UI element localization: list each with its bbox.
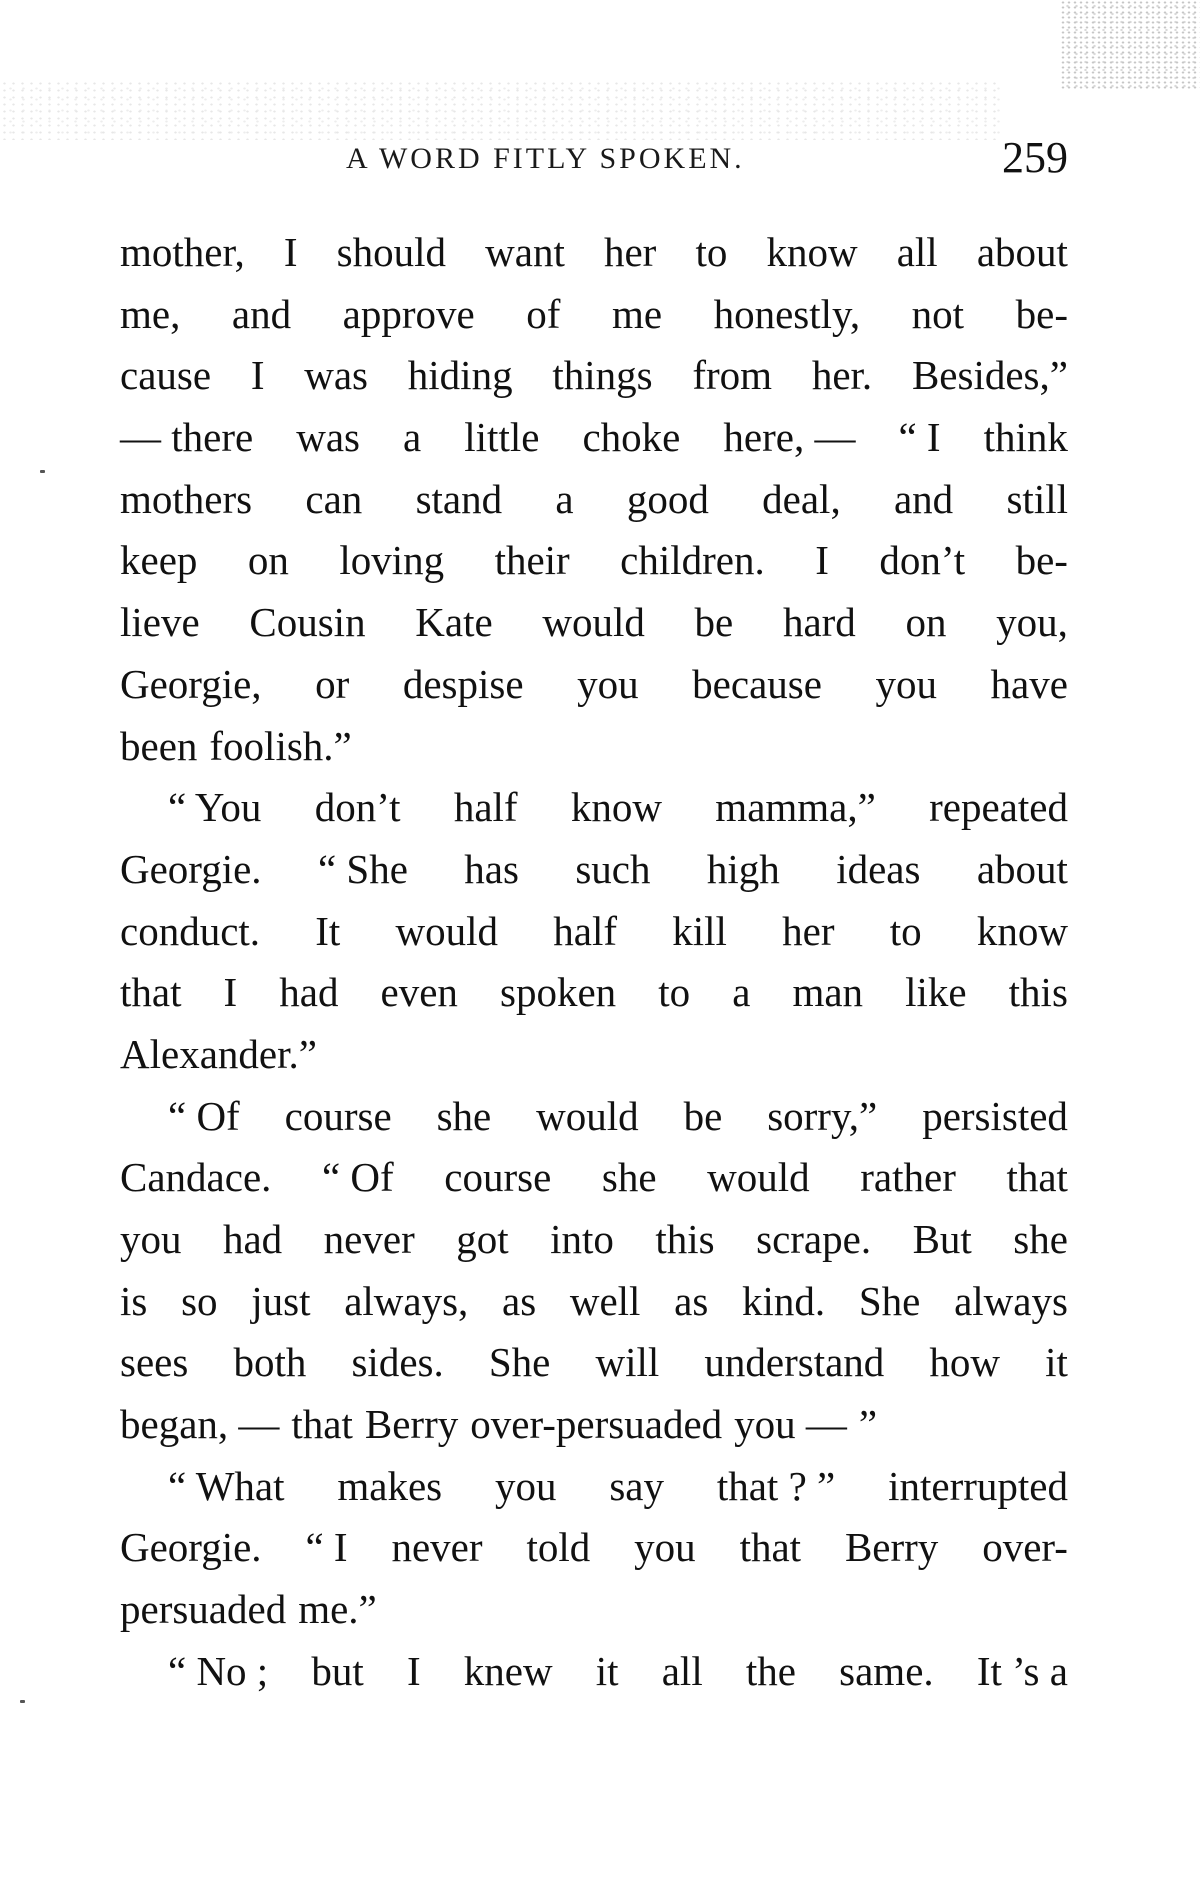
word: Berry (844, 1524, 939, 1571)
word: approve (342, 290, 475, 337)
page-header (120, 132, 1068, 192)
word: always, (344, 1277, 469, 1324)
word: you, (996, 599, 1068, 646)
word: kind. (742, 1277, 826, 1324)
stray-mark (40, 470, 45, 473)
text-line (120, 1579, 1068, 1641)
word: to (658, 969, 691, 1016)
word: I (815, 537, 829, 584)
stray-mark (20, 1700, 25, 1703)
word: I (283, 229, 298, 275)
word: hard (782, 599, 856, 646)
word: had (279, 969, 339, 1016)
word: been (120, 722, 198, 769)
word: Candace. (120, 1154, 272, 1201)
word: don’t (314, 784, 401, 831)
word: about (976, 229, 1068, 275)
word: loving (339, 537, 445, 584)
text-line (120, 1147, 1068, 1209)
word: persuaded (120, 1586, 287, 1633)
word: Berry (364, 1401, 459, 1448)
word: sees (120, 1339, 189, 1386)
text-line (120, 222, 1068, 284)
word: or (315, 660, 350, 707)
page-number: 259 (1002, 133, 1068, 182)
word: “ She (317, 845, 408, 892)
word: never (323, 1216, 415, 1262)
word: so (181, 1277, 218, 1324)
word: interrupted (888, 1462, 1068, 1509)
word: She (488, 1339, 551, 1386)
word: be (694, 599, 734, 646)
word: things (552, 352, 653, 399)
text-line (120, 1086, 1068, 1148)
word: sides. (351, 1339, 444, 1386)
text-line (120, 1394, 1068, 1456)
body-text (120, 222, 1068, 1703)
word: understand (704, 1339, 885, 1386)
word: sorry,” (767, 1092, 878, 1139)
word: be- (1015, 290, 1068, 337)
word: never (391, 1524, 483, 1571)
word: makes (337, 1462, 443, 1509)
word: would (395, 907, 499, 954)
word: you (634, 1524, 696, 1571)
word: you (120, 1216, 182, 1262)
word: from (692, 352, 773, 399)
word: know (570, 784, 662, 831)
word: Georgie, (120, 660, 262, 707)
word: well (569, 1277, 641, 1324)
word: because (692, 660, 822, 707)
text-line (120, 777, 1068, 839)
word: I (250, 352, 265, 399)
text-line (120, 654, 1068, 716)
word: good (626, 475, 709, 522)
word: Alexander.” (120, 1030, 317, 1077)
text-line (120, 1517, 1068, 1579)
word: to (695, 229, 728, 275)
word: Georgie. (120, 1524, 262, 1571)
text-line (120, 530, 1068, 592)
word: know (766, 229, 858, 275)
word: a (732, 969, 751, 1016)
word: have (990, 660, 1068, 707)
word: of (526, 290, 561, 337)
word: on (247, 537, 289, 584)
word: she (1013, 1216, 1068, 1262)
word: all (896, 229, 938, 275)
word: a (403, 414, 422, 461)
text-line (120, 901, 1068, 963)
word: be (683, 1092, 723, 1139)
word: “ I (898, 414, 941, 461)
word: still (1006, 475, 1068, 522)
word: rather (860, 1154, 956, 1201)
word: over-persuaded (470, 1401, 723, 1448)
word: It ’s a (976, 1647, 1068, 1694)
text-line (120, 592, 1068, 654)
word: Georgie. (120, 845, 262, 892)
word: kill (672, 907, 727, 954)
word: stand (415, 475, 503, 522)
paper-speckle-corner (1060, 0, 1200, 90)
word: as (502, 1277, 537, 1324)
word: ideas (836, 845, 921, 892)
word: same. (839, 1647, 934, 1694)
word: should (336, 229, 447, 275)
word: you — (734, 1401, 847, 1448)
word: that (739, 1524, 802, 1571)
word: — there (120, 414, 254, 461)
word: I (406, 1647, 421, 1694)
word: about (976, 845, 1068, 892)
word: me.” (298, 1586, 377, 1633)
word: told (526, 1524, 591, 1571)
word: half (553, 907, 617, 954)
word: that (1006, 1154, 1068, 1201)
word: how (929, 1339, 1001, 1386)
word: be- (1015, 537, 1068, 584)
text-line (120, 1641, 1068, 1703)
running-title: A WORD FITLY SPOKEN. (346, 142, 745, 175)
word: both (233, 1339, 307, 1386)
word: such (575, 845, 651, 892)
word: mothers (120, 475, 253, 522)
text-line (120, 284, 1068, 346)
word: her. (811, 352, 873, 399)
text-line (120, 1209, 1068, 1271)
word: and (893, 475, 954, 522)
text-line (120, 1271, 1068, 1333)
word: just (251, 1277, 311, 1324)
word: foolish.” (209, 722, 352, 769)
word: had (222, 1216, 283, 1262)
word: knew (463, 1647, 553, 1694)
word: got (456, 1216, 509, 1262)
word: course (284, 1092, 392, 1139)
word: she (436, 1092, 492, 1139)
word: Cousin (249, 599, 366, 646)
word: know (976, 907, 1068, 954)
text-line (120, 407, 1068, 469)
word: but (311, 1647, 364, 1694)
word: deal, (762, 475, 841, 522)
word: a (555, 475, 574, 522)
text-line (120, 716, 1068, 778)
word: you (494, 1462, 557, 1509)
word: this (655, 1216, 715, 1262)
word: don’t (879, 537, 966, 584)
word: into (550, 1216, 614, 1262)
word: can (305, 475, 363, 522)
word: it (595, 1647, 619, 1694)
word: mamma,” (715, 784, 876, 831)
word: ” (858, 1401, 878, 1448)
word: will (595, 1339, 660, 1386)
word: want (485, 229, 565, 275)
word: this (1008, 969, 1068, 1016)
word: scrape. (756, 1216, 872, 1262)
text-line (120, 1024, 1068, 1086)
word: despise (402, 660, 524, 707)
word: “ No ; (168, 1647, 269, 1694)
word: think (983, 414, 1068, 461)
word: over- (982, 1524, 1068, 1571)
word: has (464, 845, 519, 892)
word: children. (620, 537, 765, 584)
word: high (706, 845, 780, 892)
word: persisted (922, 1092, 1068, 1139)
word: She (858, 1277, 921, 1324)
word: would (542, 599, 645, 646)
word: “ Of (168, 1092, 240, 1139)
word: always (954, 1277, 1068, 1324)
word: lieve (120, 599, 200, 646)
word: would (707, 1154, 810, 1201)
word: Kate (415, 599, 493, 646)
word: like (905, 969, 967, 1016)
word: spoken (500, 969, 617, 1016)
word: all (661, 1647, 703, 1694)
word: “ Of (321, 1154, 394, 1201)
word: on (905, 599, 947, 646)
word: that (291, 1401, 353, 1448)
word: “ I (305, 1524, 348, 1571)
word: even (380, 969, 458, 1016)
word: as (674, 1277, 709, 1324)
word: mother, (120, 229, 245, 275)
word: choke (582, 414, 681, 461)
text-line (120, 1332, 1068, 1394)
word: you (577, 660, 639, 707)
word: and (231, 290, 292, 337)
paper-speckle (0, 80, 1000, 140)
word: I (223, 969, 238, 1016)
word: their (494, 537, 570, 584)
word: that ? ” (716, 1462, 836, 1509)
word: not (911, 290, 965, 337)
text-line (120, 469, 1068, 531)
word: Besides,” (911, 352, 1068, 399)
word: hiding (407, 352, 513, 399)
word: was (304, 352, 369, 399)
word: me, (120, 290, 181, 337)
word: keep (120, 537, 198, 584)
word: is (120, 1277, 148, 1324)
word: she (601, 1154, 657, 1201)
word: to (889, 907, 922, 954)
word: me (611, 290, 663, 337)
word: cause (120, 352, 212, 399)
word: the (745, 1647, 796, 1694)
word: little (464, 414, 540, 461)
word: “ What (168, 1462, 285, 1509)
word: conduct. (120, 907, 261, 954)
text-line (120, 839, 1068, 901)
word: you (875, 660, 937, 707)
word: her (603, 229, 657, 275)
word: it (1045, 1339, 1068, 1386)
text-line (120, 345, 1068, 407)
word: began, — (120, 1401, 280, 1448)
word: honestly, (713, 290, 861, 337)
word: repeated (929, 784, 1068, 831)
word: here, — (723, 414, 856, 461)
word: her (782, 907, 835, 954)
word: that (120, 969, 182, 1016)
word: say (609, 1462, 664, 1509)
word: would (536, 1092, 639, 1139)
word: course (444, 1154, 552, 1201)
text-line (120, 1456, 1068, 1518)
word: “ You (168, 784, 262, 831)
word: But (912, 1216, 972, 1262)
word: It (315, 907, 341, 954)
word: man (792, 969, 864, 1016)
text-line (120, 962, 1068, 1024)
word: half (453, 784, 518, 831)
word: was (296, 414, 360, 461)
